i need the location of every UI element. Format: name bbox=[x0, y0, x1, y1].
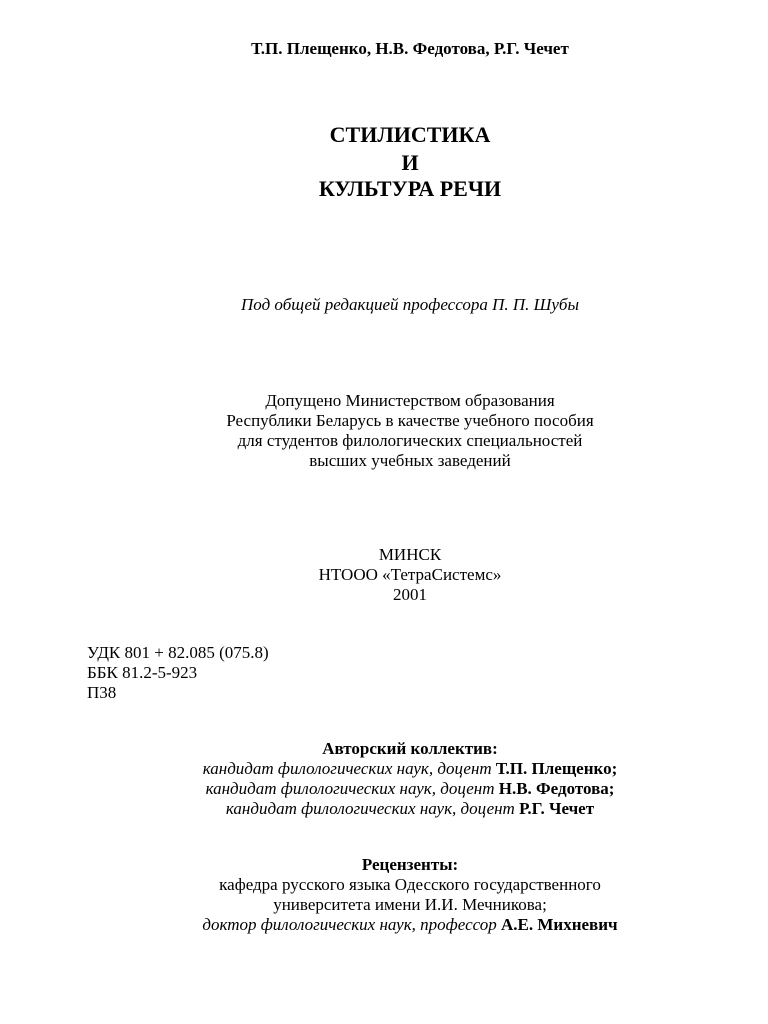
author-team-member bbox=[0, 800, 768, 817]
reviewer-line-2: университета имени И.И. Мечникова; bbox=[273, 895, 547, 914]
imprint-year: 2001 bbox=[393, 585, 427, 604]
reviewer-role: доктор филологических наук, профессор bbox=[202, 915, 497, 934]
reviewer-line-3 bbox=[0, 916, 768, 933]
reviewer-name: А.Е. Михневич bbox=[501, 915, 618, 934]
member-role: кандидат филологических наук, доцент bbox=[202, 759, 492, 778]
reviewers-heading: Рецензенты: bbox=[361, 855, 459, 874]
general-editor: Под общей редакцией профессора П. П. Шубы bbox=[241, 295, 579, 314]
imprint-publisher: НТООО «ТетраСистемс» bbox=[318, 565, 502, 584]
bbk-code: ББК 81.2-5-923 bbox=[87, 663, 198, 682]
book-title-line-1: СТИЛИСТИКА bbox=[329, 122, 491, 147]
author-index-code: П38 bbox=[87, 683, 117, 702]
approval-line-1: Допущено Министерством образования bbox=[265, 391, 555, 410]
member-name: Т.П. Плещенко; bbox=[495, 759, 618, 778]
author-team-member bbox=[0, 780, 768, 797]
member-name: Р.Г. Чечет bbox=[519, 799, 595, 818]
approval-line-3: для студентов филологических специальностей bbox=[237, 431, 583, 450]
imprint-city: МИНСК bbox=[378, 545, 442, 564]
book-title-line-3: КУЛЬТУРА РЕЧИ bbox=[318, 176, 502, 201]
book-title-line-2: И bbox=[401, 150, 419, 175]
member-role: кандидат филологических наук, доцент bbox=[205, 779, 495, 798]
approval-line-4: высших учебных заведений bbox=[309, 451, 511, 470]
author-team-heading: Авторский коллектив: bbox=[322, 739, 498, 758]
reviewer-line-1: кафедра русского языка Одесского государственного bbox=[219, 875, 601, 894]
authors-line: Т.П. Плещенко, Н.В. Федотова, Р.Г. Чечет bbox=[251, 39, 569, 58]
author-team-member bbox=[0, 760, 768, 777]
member-name: Н.В. Федотова; bbox=[498, 779, 615, 798]
approval-line-2: Республики Беларусь в качестве учебного пособия bbox=[226, 411, 594, 430]
member-role: кандидат филологических наук, доцент bbox=[225, 799, 515, 818]
udk-code: УДК 801 + 82.085 (075.8) bbox=[87, 643, 269, 662]
